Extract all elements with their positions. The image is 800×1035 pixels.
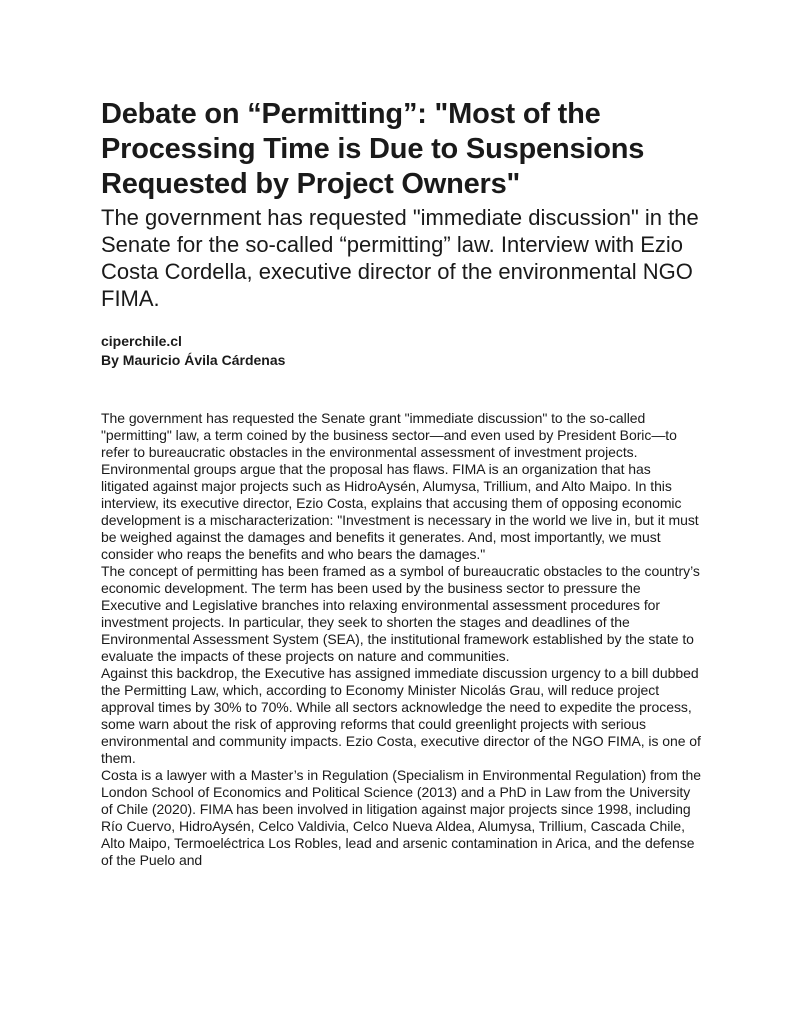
article-meta bbox=[101, 332, 701, 370]
paragraph: The government has requested the Senate grant "immediate discussion" to the so-called "permitting" law, a term coined by the business sector—and even used by President Boric—to refer to bureaucratic obstacles in the environmental assessment of investment projects. Environmental groups argue that the proposal has flaws. FIMA is an organization that has litigated against major projects such as HidroAysén, Alumysa, Trillium, and Alto Maipo. In this interview, its executive director, Ezio Costa, explains that accusing them of opposing economic development is a mischaracterization: "Investment is necessary in the world we live in, but it must be weighed against the damages and benefits it generates. And, most importantly, we must consider who reaps the benefits and who bears the damages." bbox=[101, 410, 699, 562]
source-label: ciperchile.cl bbox=[101, 333, 182, 349]
article-title: Debate on “Permitting”: "Most of the Processing Time is Due to Suspensions Requested by Project Owners" bbox=[101, 98, 645, 200]
article-body bbox=[101, 410, 701, 869]
article bbox=[101, 97, 701, 869]
paragraph: Against this backdrop, the Executive has assigned immediate discussion urgency to a bill dubbed the Permitting Law, which, according to Economy Minister Nicolás Grau, will reduce project approval times by 30% to 70%. While all sectors acknowledge the need to expedite the process, some warn about the risk of approving reforms that could greenlight projects with serious environmental and community impacts. Ezio Costa, executive director of the NGO FIMA, is one of them. bbox=[101, 665, 701, 766]
article-subtitle: The government has requested "immediate discussion" in the Senate for the so-called “permitting” law. Interview with Ezio Costa Cordella, executive director of the environmental NGO FIMA. bbox=[101, 205, 699, 311]
byline: By Mauricio Ávila Cárdenas bbox=[101, 352, 286, 368]
paragraph: Costa is a lawyer with a Master’s in Regulation (Specialism in Environmental Regulation) from the London School of Economics and Political Science (2013) and a PhD in Law from the University of Chile (2020). FIMA has been involved in litigation against major projects since 1998, including Río Cuervo, HidroAysén, Celco Valdivia, Celco Nueva Aldea, Alumysa, Trillium, Cascada Chile, Alto Maipo, Termoeléctrica Los Robles, lead and arsenic contamination in Arica, and the defense of the Puelo and bbox=[101, 767, 702, 868]
paragraph: The concept of permitting has been framed as a symbol of bureaucratic obstacles to the country’s economic development. The term has been used by the business sector to pressure the Executive and Legislative branches into relaxing environmental assessment procedures for investment projects. In particular, they seek to shorten the stages and deadlines of the Environmental Assessment System (SEA), the institutional framework established by the state to evaluate the impacts of these projects on nature and communities. bbox=[101, 563, 700, 664]
